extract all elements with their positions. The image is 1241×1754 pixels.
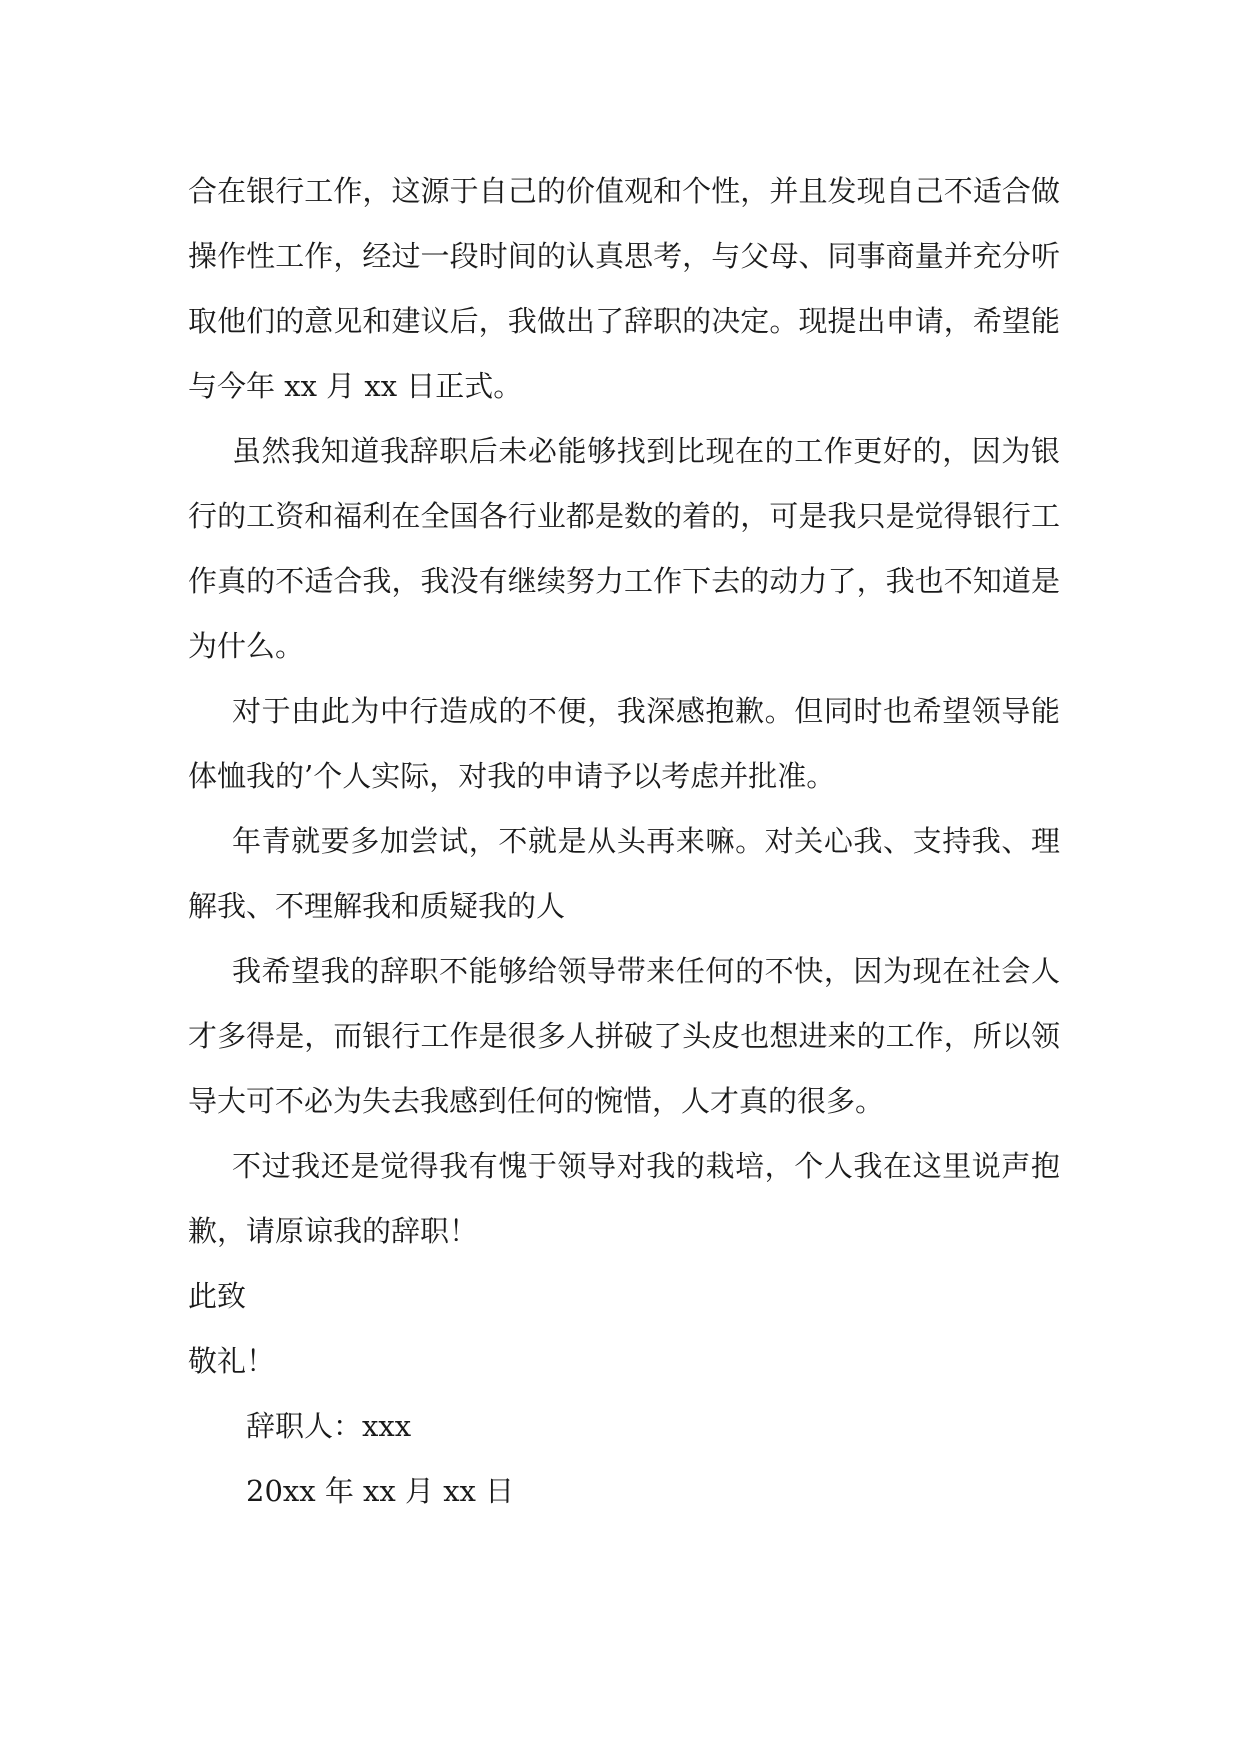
paragraph-line: 导大可不必为失去我感到任何的惋惜，人才真的很多。: [188, 1084, 885, 1118]
paragraph-line: 与今年 xx 月 xx 日正式。: [188, 369, 523, 403]
paragraph-line: 操作性工作，经过一段时间的认真思考，与父母、同事商量并充分听: [188, 239, 1060, 273]
paragraph-line: 不过我还是觉得我有愧于领导对我的栽培，个人我在这里说声抱: [232, 1149, 1060, 1183]
paragraph-line: 为什么。: [188, 629, 305, 663]
paragraph-line: 体恤我的’个人实际，对我的申请予以考虑并批准。: [188, 759, 836, 793]
paragraph-line: 我希望我的辞职不能够给领导带来任何的不快，因为现在社会人: [232, 954, 1060, 988]
closing-salutation: 此致: [188, 1279, 247, 1313]
paragraph-line: 解我、不理解我和质疑我的人: [188, 889, 566, 923]
paragraph-line: 作真的不适合我，我没有继续努力工作下去的动力了，我也不知道是: [188, 564, 1060, 598]
paragraph-line: 行的工资和福利在全国各行业都是数的着的，可是我只是觉得银行工: [188, 499, 1060, 533]
letter-body: [188, 159, 1060, 1524]
date-line: 20xx 年 xx 月 xx 日: [246, 1474, 515, 1508]
paragraph-line: 才多得是，而银行工作是很多人拼破了头皮也想进来的工作，所以领: [188, 1019, 1060, 1053]
paragraph-line: 年青就要多加尝试，不就是从头再来嘛。对关心我、支持我、理: [232, 824, 1060, 858]
closing-regards: 敬礼！: [188, 1344, 276, 1378]
paragraph-line: 对于由此为中行造成的不便，我深感抱歉。但同时也希望领导能: [232, 694, 1060, 728]
paragraph-line: 合在银行工作，这源于自己的价值观和个性，并且发现自己不适合做: [188, 174, 1060, 208]
paragraph-line: 歉，请原谅我的辞职！: [188, 1214, 479, 1248]
paragraph-line: 取他们的意见和建议后，我做出了辞职的决定。现提出申请，希望能: [188, 304, 1060, 338]
signer-line: 辞职人：xxx: [246, 1409, 412, 1443]
paragraph-line: 虽然我知道我辞职后未必能够找到比现在的工作更好的，因为银: [232, 434, 1060, 468]
